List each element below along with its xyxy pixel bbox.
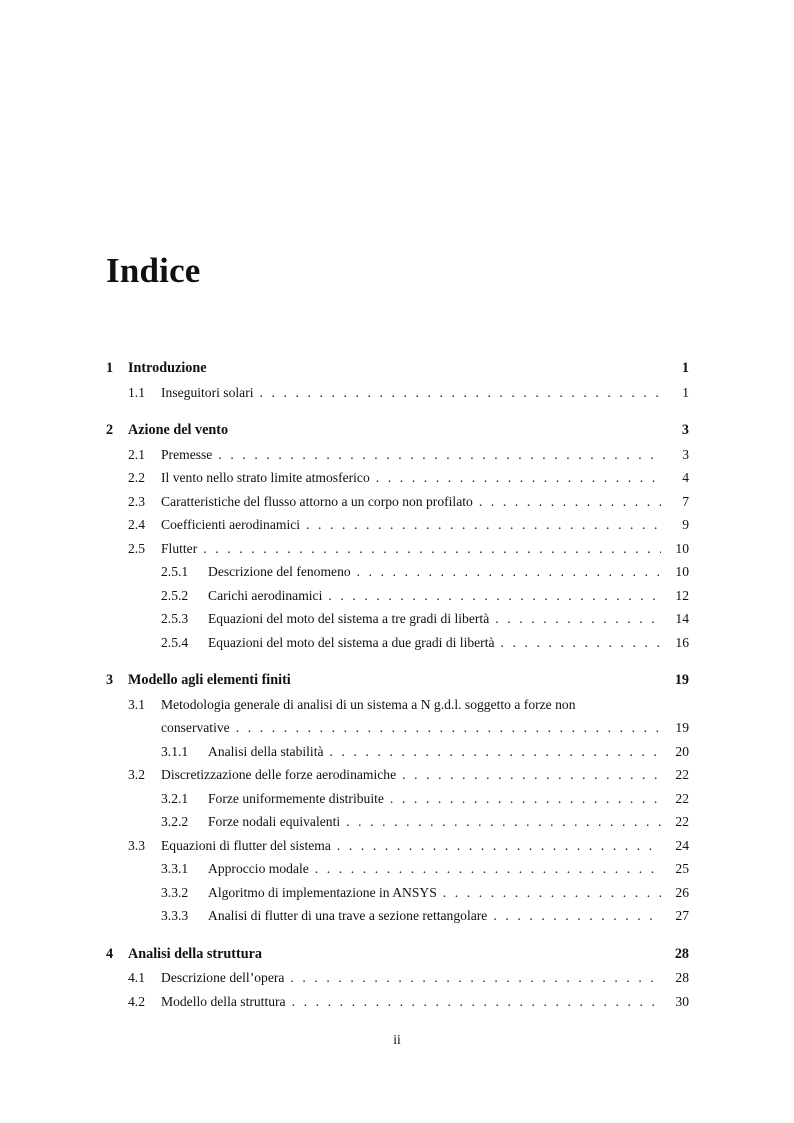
toc-entry-number: 3 — [106, 672, 114, 688]
toc-subsection-entry[interactable] — [106, 740, 689, 764]
page-number: ii — [393, 1032, 401, 1047]
toc-entry-page: 4 — [682, 470, 689, 485]
toc-entry-title: Inseguitori solari . . . — [161, 381, 661, 405]
toc-section-entry[interactable] — [106, 490, 689, 514]
toc-entry-page: 9 — [682, 517, 689, 532]
page-title: Indice — [106, 251, 201, 290]
toc-entry-number: 3.2.1 — [161, 790, 189, 806]
toc-entry-number: 2.3 — [128, 493, 145, 509]
toc-entry-page: 14 — [675, 611, 689, 626]
toc-entry-number: 3.1 — [128, 696, 145, 712]
toc-section-entry[interactable] — [106, 693, 689, 717]
toc-entry-page: 22 — [675, 767, 689, 782]
toc-subsection-entry[interactable] — [106, 904, 689, 928]
toc-entry-title: Analisi della stabilità . . . — [208, 740, 661, 764]
toc-subsection-entry[interactable] — [106, 631, 689, 655]
toc-entry-page: 22 — [675, 814, 689, 829]
toc-entry-title: Forze uniformemente distribuite . . . — [208, 787, 661, 811]
toc-entry-page: 7 — [682, 493, 689, 509]
toc-entry-page: 26 — [675, 884, 689, 900]
toc-subsection-entry[interactable] — [106, 857, 689, 881]
toc-entry-number: 2 — [106, 422, 114, 438]
toc-entry-number: 2.5 — [128, 540, 145, 556]
toc-section-entry[interactable] — [106, 990, 689, 1014]
toc-entry-number: 1.1 — [128, 384, 145, 400]
toc-entry-page: 28 — [674, 945, 689, 962]
toc-entry-title: Introduzione — [128, 360, 207, 376]
toc-chapter-entry[interactable] — [106, 669, 689, 693]
table-of-contents — [106, 357, 689, 1013]
toc-section-entry[interactable] — [106, 834, 689, 858]
toc-entry-number: 3.3.2 — [161, 884, 189, 900]
toc-entry-title: Coefficienti aerodinamici . . . — [161, 513, 661, 537]
toc-entry-number: 2.1 — [128, 446, 145, 462]
toc-entry-page: 24 — [675, 837, 689, 853]
toc-entry-page: 30 — [675, 993, 689, 1009]
toc-entry-number: 3.1.1 — [161, 743, 189, 759]
toc-section-entry[interactable] — [106, 966, 689, 990]
toc-entry-page: 3 — [682, 446, 689, 462]
toc-entry-title: Carichi aerodinamici . . . — [208, 584, 661, 608]
toc-entry-number: 2.5.3 — [161, 611, 189, 626]
toc-entry-title: Il vento nello strato limite atmosferico . . . — [161, 466, 661, 490]
toc-section-entry[interactable] — [106, 537, 689, 561]
toc-subsection-entry[interactable] — [106, 787, 689, 811]
toc-entry-title: Descrizione del fenomeno . . . — [208, 560, 661, 584]
toc-entry-number: 3.2 — [128, 767, 145, 782]
toc-entry-number: 3.3.1 — [161, 861, 189, 876]
toc-entry-number: 3.3 — [128, 837, 145, 853]
toc-entry-title: Equazioni del moto del sistema a due gradi di libertà . . . — [208, 631, 661, 655]
toc-entry-title: conservative . . . — [161, 716, 661, 740]
toc-entry-title: Flutter . . . — [161, 537, 661, 561]
toc-entry-number: 4.2 — [128, 993, 145, 1009]
toc-entry-title: Modello agli elementi finiti — [128, 672, 291, 688]
toc-entry-page: 16 — [675, 634, 689, 650]
toc-entry-title: Analisi di flutter di una trave a sezione rettangolare . . . — [208, 904, 661, 928]
toc-entry-title: Approccio modale . . . — [208, 857, 661, 881]
toc-entry-page: 10 — [675, 540, 689, 556]
toc-entry-title: Analisi della struttura — [128, 945, 262, 962]
toc-entry-title: Equazioni del moto del sistema a tre gradi di libertà . . . — [208, 607, 661, 631]
toc-entry-number: 2.2 — [128, 470, 145, 485]
toc-entry-number: 3.3.3 — [161, 908, 189, 923]
toc-entry-number: 3.2.2 — [161, 814, 189, 829]
toc-entry-title: Algoritmo di implementazione in ANSYS . . . — [208, 881, 661, 905]
toc-entry-number: 4.1 — [128, 970, 145, 985]
toc-section-entry[interactable] — [106, 466, 689, 490]
toc-chapter-entry[interactable] — [106, 943, 689, 967]
toc-entry-title: Forze nodali equivalenti . . . — [208, 810, 661, 834]
toc-entry-number: 4 — [106, 945, 114, 962]
toc-subsection-entry[interactable] — [106, 560, 689, 584]
toc-entry-title: Modello della struttura . . . — [161, 990, 661, 1014]
toc-entry-page: 12 — [675, 587, 689, 603]
toc-entry-page: 25 — [675, 861, 689, 876]
toc-entry-page: 3 — [681, 422, 689, 438]
toc-entry-page: 1 — [681, 360, 689, 376]
toc-entry-page: 27 — [675, 908, 689, 923]
toc-entry-page: 19 — [675, 720, 689, 735]
toc-chapter-entry[interactable] — [106, 419, 689, 443]
toc-entry-page: 22 — [675, 790, 689, 806]
toc-entry-number: 1 — [106, 360, 114, 376]
toc-entry-title: Premesse . . . — [161, 443, 661, 467]
toc-subsection-entry[interactable] — [106, 810, 689, 834]
toc-entry-title: Azione del vento — [128, 422, 229, 438]
toc-entry-title: Equazioni di flutter del sistema . . . — [161, 834, 661, 858]
toc-entry-page: 1 — [682, 384, 689, 400]
toc-section-entry[interactable] — [106, 381, 689, 405]
toc-subsection-entry[interactable] — [106, 584, 689, 608]
toc-section-entry[interactable] — [106, 763, 689, 787]
toc-subsection-entry[interactable] — [106, 607, 689, 631]
toc-subsection-entry[interactable] — [106, 881, 689, 905]
toc-entry-page: 20 — [675, 743, 689, 759]
toc-entry-title: Caratteristiche del flusso attorno a un corpo non profilato . . . — [161, 490, 661, 514]
toc-entry-number: 2.5.1 — [161, 564, 189, 579]
toc-section-entry[interactable] — [106, 513, 689, 537]
toc-entry-title: Descrizione dell’opera . . . — [161, 966, 661, 990]
toc-entry-number: 2.4 — [128, 517, 145, 532]
toc-section-entry[interactable] — [106, 443, 689, 467]
toc-entry-page: 28 — [675, 970, 689, 985]
toc-entry-number: 2.5.2 — [161, 587, 189, 603]
toc-entry-page: 19 — [674, 672, 689, 688]
toc-entry-page: 10 — [675, 564, 689, 579]
toc-chapter-entry[interactable] — [106, 357, 689, 381]
toc-entry-title: Metodologia generale di analisi di un sistema a N g.d.l. soggetto a forze non — [161, 696, 576, 712]
toc-section-entry[interactable] — [106, 716, 689, 740]
toc-entry-title: Discretizzazione delle forze aerodinamiche . . . — [161, 763, 661, 787]
toc-entry-number: 2.5.4 — [161, 634, 189, 650]
